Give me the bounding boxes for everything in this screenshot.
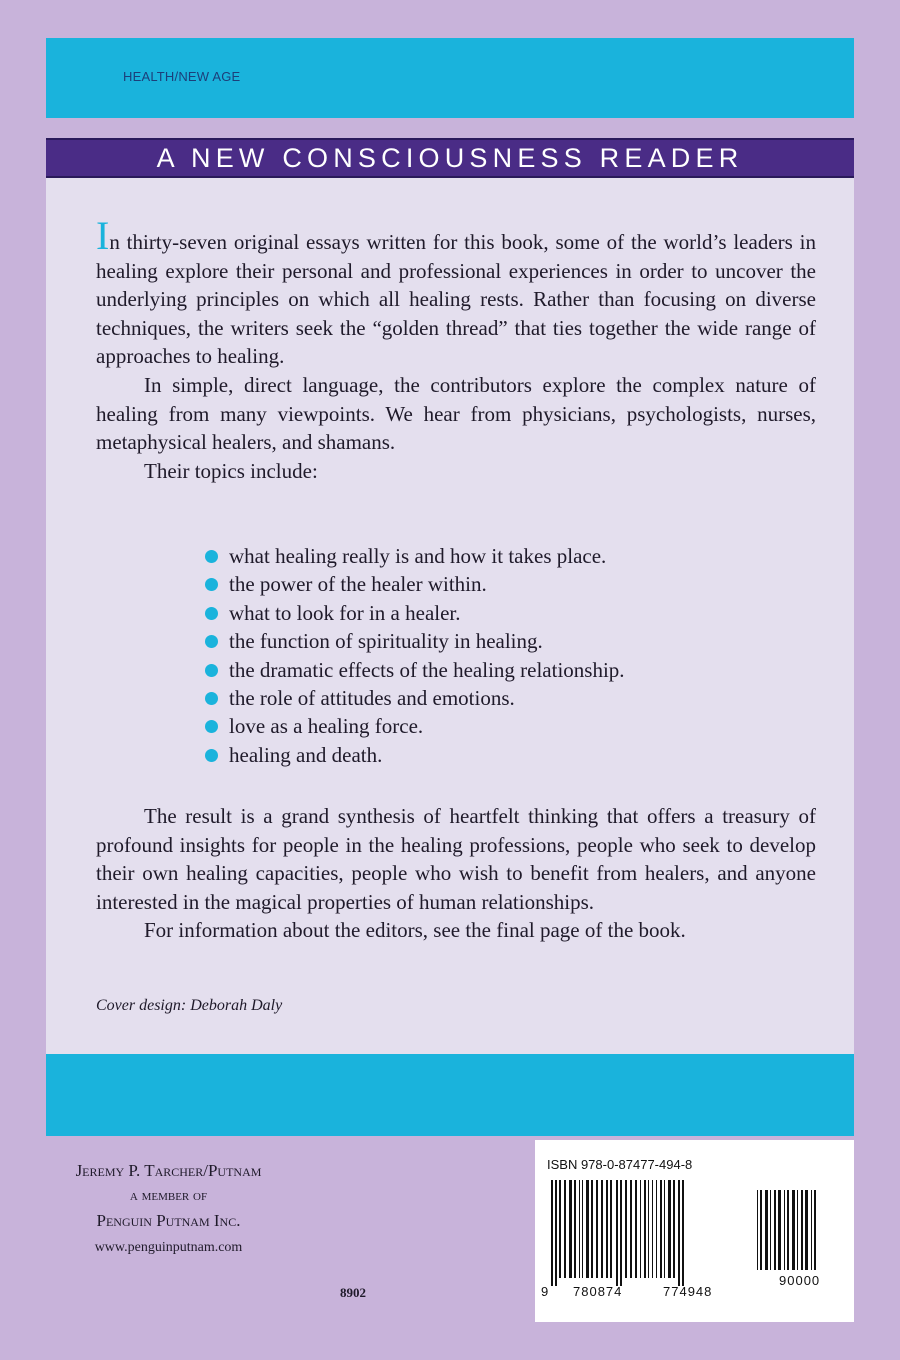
- series-banner: [46, 138, 854, 178]
- barcode-bar: [606, 1180, 608, 1278]
- drop-cap: I: [96, 213, 110, 258]
- barcode-bar: [555, 1180, 557, 1286]
- addon-bar: [801, 1190, 803, 1270]
- barcode-bar: [625, 1180, 627, 1278]
- topic-item: the power of the healer within.: [205, 570, 625, 598]
- barcode-left-digits: 780874: [573, 1284, 623, 1299]
- top-cyan-band: [46, 38, 854, 118]
- barcode-bar: [652, 1180, 653, 1278]
- topic-item: healing and death.: [205, 741, 625, 769]
- paragraph-4: The result is a grand synthesis of heartfelt thinking that offers a treasury of profound insights for people in the healing professions, people who seek to develop their own healing capacities, people who wish to benefit from healers, and anyone interested in the magical properties of human relationships.: [96, 804, 816, 914]
- barcode-bar: [596, 1180, 598, 1278]
- publisher-name: Jeremy P. Tarcher/Putnam: [75, 1161, 262, 1180]
- barcode-bar: [682, 1180, 684, 1286]
- series-title: A NEW CONSCIOUSNESS READER: [156, 143, 744, 173]
- topic-item: the function of spirituality in healing.: [205, 627, 625, 655]
- addon-bar: [797, 1190, 798, 1270]
- addon-bar: [792, 1190, 795, 1270]
- topic-item: the role of attitudes and emotions.: [205, 684, 625, 712]
- bullet-icon: [205, 720, 218, 733]
- paragraph-1: In thirty-seven original essays written for this book, some of the world’s leaders in healing explore their personal and professional experiences in order to uncover the underlying principles on which all healing rests. Rather than focusing on diverse techniques, the writers seek the “golden thread” that ties together the wide range of approaches to healing.: [96, 213, 816, 369]
- barcode-bar: [569, 1180, 572, 1278]
- barcode-bar: [640, 1180, 641, 1278]
- addon-bar: [784, 1190, 785, 1270]
- barcode-bar: [616, 1180, 618, 1286]
- barcode-bar: [644, 1180, 646, 1278]
- barcode-bar: [673, 1180, 675, 1278]
- barcode-bar: [591, 1180, 593, 1278]
- bullet-icon: [205, 578, 218, 591]
- barcode-bar: [579, 1180, 580, 1278]
- barcode-bar: [635, 1180, 637, 1278]
- barcode-bar: [660, 1180, 662, 1278]
- topic-item: love as a healing force.: [205, 712, 625, 740]
- barcode-bar: [551, 1180, 553, 1286]
- barcode-bar: [582, 1180, 583, 1278]
- barcode-bar: [668, 1180, 671, 1278]
- isbn-label: ISBN 978-0-87477-494-8: [547, 1157, 693, 1172]
- bottom-cyan-band: [46, 1054, 854, 1136]
- bullet-icon: [205, 607, 218, 620]
- description-block-1: [96, 213, 816, 485]
- addon-bar: [757, 1190, 758, 1270]
- product-code: 8902: [340, 1285, 366, 1300]
- addon-bar: [814, 1190, 816, 1270]
- topic-item: the dramatic effects of the healing relationship.: [205, 656, 625, 684]
- publisher-website[interactable]: www.penguinputnam.com: [94, 1240, 243, 1255]
- addon-bar: [787, 1190, 789, 1270]
- topic-item: what to look for in a healer.: [205, 599, 625, 627]
- barcode-bar: [620, 1180, 622, 1286]
- addon-bar: [811, 1190, 812, 1270]
- barcode-bar: [586, 1180, 589, 1278]
- barcode-bar: [610, 1180, 612, 1278]
- addon-bar: [778, 1190, 781, 1270]
- barcode-bar: [559, 1180, 561, 1278]
- topic-list: [205, 542, 625, 769]
- cover-design-credit: Cover design: Deborah Daly: [96, 997, 283, 1014]
- barcode-bar: [648, 1180, 649, 1278]
- topic-item: what healing really is and how it takes place.: [205, 542, 625, 570]
- addon-bar: [770, 1190, 771, 1270]
- publisher-block: [46, 1158, 291, 1262]
- bullet-icon: [205, 664, 218, 677]
- publisher-parent: Penguin Putnam Inc.: [96, 1211, 241, 1230]
- barcode-box: [535, 1140, 854, 1322]
- category-label: HEALTH/NEW AGE: [123, 69, 241, 84]
- description-block-2: [96, 802, 816, 945]
- barcode-bar: [678, 1180, 680, 1286]
- bullet-icon: [205, 550, 218, 563]
- barcode-bar: [656, 1180, 657, 1278]
- barcode-bar: [564, 1180, 566, 1278]
- bullet-icon: [205, 749, 218, 762]
- addon-bars: [757, 1190, 816, 1270]
- barcode-addon-digits: 90000: [779, 1273, 821, 1288]
- barcode-bar: [664, 1180, 665, 1278]
- publisher-member-of: a member of: [129, 1188, 208, 1204]
- barcode-lead-digit: 9: [541, 1284, 549, 1299]
- paragraph-5: For information about the editors, see the final page of the book.: [144, 918, 686, 943]
- bullet-icon: [205, 635, 218, 648]
- barcode-bar: [574, 1180, 576, 1278]
- paragraph-2: In simple, direct language, the contributors explore the complex nature of healing from many viewpoints. We hear from physicians, psychologists, nurses, metaphysical healers, and shamans.: [96, 372, 816, 455]
- bullet-icon: [205, 692, 218, 705]
- addon-bar: [760, 1190, 762, 1270]
- addon-bar: [765, 1190, 768, 1270]
- barcode-bar: [630, 1180, 632, 1278]
- paragraph-3: Their topics include:: [144, 458, 318, 483]
- addon-bar: [805, 1190, 808, 1270]
- ean-bars: [551, 1180, 684, 1286]
- addon-bar: [774, 1190, 776, 1270]
- barcode-bar: [601, 1180, 603, 1278]
- barcode-right-digits: 774948: [663, 1284, 713, 1299]
